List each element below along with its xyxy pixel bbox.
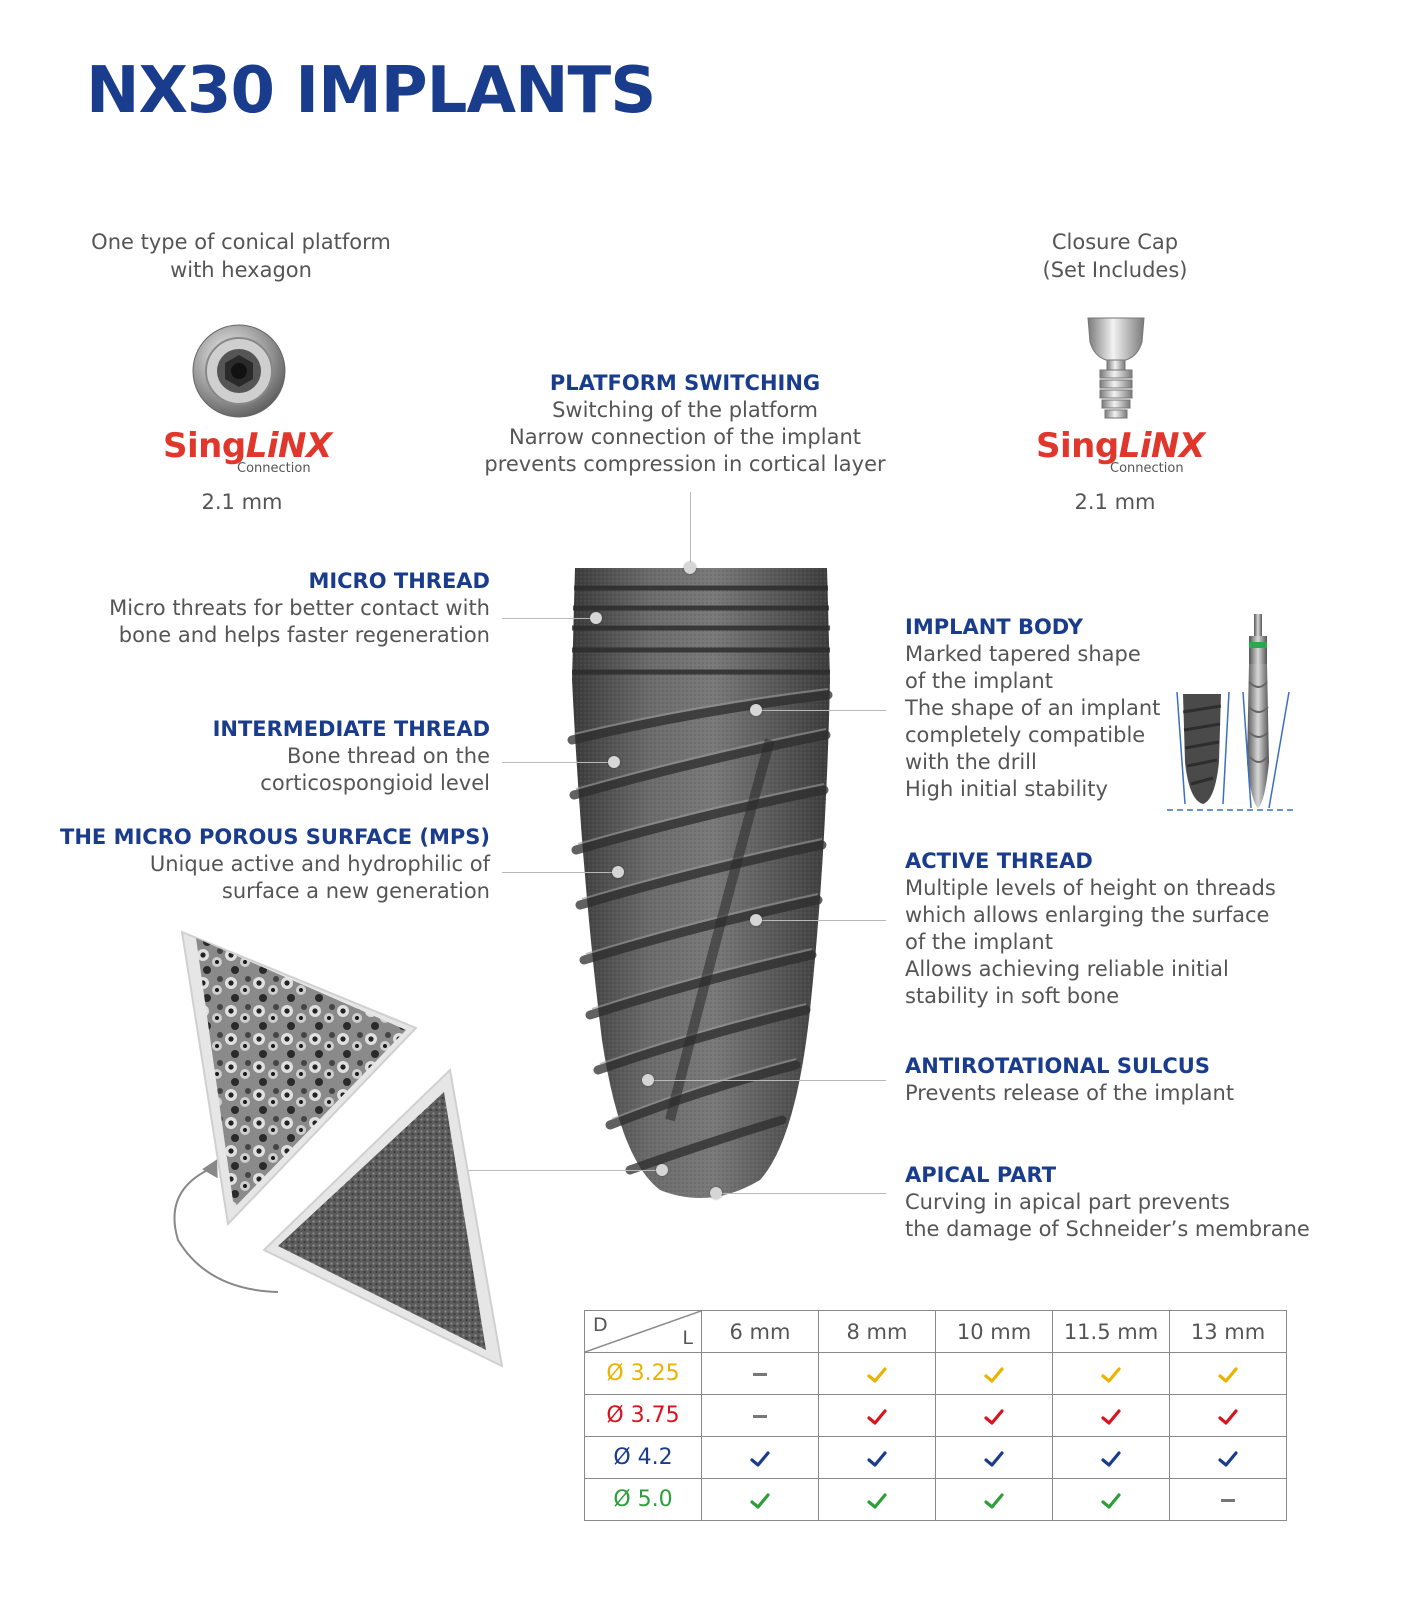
feature-mps: [40, 824, 490, 905]
feature-line: Allows achieving reliable initial: [905, 957, 1229, 981]
platform-size: 2.1 mm: [201, 490, 283, 514]
feature-line: prevents compression in cortical layer: [484, 452, 886, 476]
availability-cell: [819, 1395, 936, 1437]
platform-caption: [60, 228, 422, 284]
surface-zoom-image: [168, 920, 518, 1370]
table-corner-cell: [585, 1311, 702, 1353]
marker-dot: [684, 562, 696, 574]
dash-icon: [1221, 1499, 1235, 1502]
drill-implant-image: [1165, 612, 1295, 817]
singlinx-logo-left: SingLiNX: [163, 426, 332, 466]
check-icon: [984, 1449, 1004, 1469]
check-icon: [750, 1491, 770, 1511]
implant-image: [560, 560, 840, 1220]
feature-intermediate-thread: [40, 716, 490, 797]
availability-cell: [1170, 1395, 1287, 1437]
leader-implant-body: [756, 710, 886, 711]
table-header-row: [585, 1311, 1287, 1353]
feature-line: bone and helps faster regeneration: [118, 623, 490, 647]
table-row: [585, 1395, 1287, 1437]
feature-line: Multiple levels of height on threads: [905, 876, 1276, 900]
check-icon: [1218, 1449, 1238, 1469]
feature-micro-thread: [40, 568, 490, 649]
size-availability-table: [584, 1310, 1287, 1521]
feature-line: which allows enlarging the surface: [905, 903, 1270, 927]
leader-platform: [690, 492, 691, 568]
feature-line: of the implant: [905, 669, 1053, 693]
length-header: 6 mm: [702, 1311, 819, 1353]
closure-cap-caption: [980, 228, 1250, 284]
feature-line: Marked tapered shape: [905, 642, 1141, 666]
availability-cell: [702, 1479, 819, 1521]
singlinx-sub-right: Connection: [1110, 461, 1184, 476]
conical-platform-image: [190, 322, 288, 420]
diameter-cell: Ø 4.2: [585, 1437, 702, 1479]
check-icon: [867, 1491, 887, 1511]
availability-cell: [1170, 1479, 1287, 1521]
dash-icon: [753, 1415, 767, 1418]
leader-active-thread: [756, 920, 886, 921]
marker-dot: [750, 704, 762, 716]
feature-line: stability in soft bone: [905, 984, 1120, 1008]
availability-cell: [1053, 1479, 1170, 1521]
diameter-cell: Ø 5.0: [585, 1479, 702, 1521]
feature-line: Micro threats for better contact with: [109, 596, 490, 620]
feature-active-thread: [905, 848, 1375, 1010]
table-row: [585, 1353, 1287, 1395]
closure-cap-size: 2.1 mm: [1074, 490, 1156, 514]
corner-l-label: L: [682, 1327, 693, 1349]
check-icon: [867, 1449, 887, 1469]
feature-title: PLATFORM SWITCHING: [549, 371, 821, 395]
check-icon: [984, 1407, 1004, 1427]
singlinx-logo-right: SingLiNX: [1036, 426, 1205, 466]
table-row: [585, 1437, 1287, 1479]
availability-cell: [1053, 1395, 1170, 1437]
marker-dot: [750, 914, 762, 926]
check-icon: [867, 1365, 887, 1385]
feature-line: corticospongioid level: [260, 771, 490, 795]
marker-dot: [590, 612, 602, 624]
closure-cap-caption-line1: Closure Cap: [1051, 230, 1179, 254]
diameter-cell: Ø 3.25: [585, 1353, 702, 1395]
check-icon: [1101, 1491, 1121, 1511]
check-icon: [1101, 1365, 1121, 1385]
check-icon: [1218, 1365, 1238, 1385]
feature-title: APICAL PART: [905, 1163, 1057, 1187]
availability-cell: [936, 1395, 1053, 1437]
availability-cell: [1170, 1437, 1287, 1479]
availability-cell: [819, 1437, 936, 1479]
page-title: NX30 IMPLANTS: [86, 54, 656, 128]
check-icon: [867, 1407, 887, 1427]
leader-intermediate-thread: [502, 762, 614, 763]
diameter-cell: Ø 3.75: [585, 1395, 702, 1437]
feature-line: Narrow connection of the implant: [508, 425, 862, 449]
leader-micro-thread: [502, 618, 596, 619]
feature-antirotational-sulcus: [905, 1053, 1375, 1107]
availability-cell: [1053, 1353, 1170, 1395]
feature-line: surface a new generation: [221, 879, 490, 903]
availability-cell: [819, 1479, 936, 1521]
leader-antirotational: [648, 1080, 886, 1081]
feature-line: High initial stability: [905, 777, 1108, 801]
feature-title: INTERMEDIATE THREAD: [212, 717, 490, 741]
feature-line: Unique active and hydrophilic of: [149, 852, 490, 876]
feature-line: Prevents release of the implant: [905, 1081, 1235, 1105]
leader-mps: [502, 872, 618, 873]
feature-line: the damage of Schneider’s membrane: [905, 1217, 1310, 1241]
marker-dot: [612, 866, 624, 878]
feature-title: ACTIVE THREAD: [905, 849, 1093, 873]
check-icon: [1218, 1407, 1238, 1427]
availability-cell: [702, 1437, 819, 1479]
marker-dot: [656, 1164, 668, 1176]
availability-cell: [702, 1395, 819, 1437]
check-icon: [1101, 1449, 1121, 1469]
feature-line: Curving in apical part prevents: [905, 1190, 1230, 1214]
feature-title: THE MICRO POROUS SURFACE (MPS): [60, 825, 490, 849]
availability-cell: [936, 1437, 1053, 1479]
availability-cell: [936, 1479, 1053, 1521]
marker-dot: [710, 1187, 722, 1199]
feature-title: MICRO THREAD: [308, 569, 490, 593]
feature-title: ANTIROTATIONAL SULCUS: [905, 1054, 1210, 1078]
length-header: 13 mm: [1170, 1311, 1287, 1353]
check-icon: [984, 1365, 1004, 1385]
platform-caption-line2: with hexagon: [170, 258, 312, 282]
feature-line: of the implant: [905, 930, 1053, 954]
marker-dot: [608, 756, 620, 768]
feature-implant-body: [905, 614, 1185, 803]
check-icon: [1101, 1407, 1121, 1427]
length-header: 11.5 mm: [1053, 1311, 1170, 1353]
singlinx-sub-left: Connection: [237, 461, 311, 476]
availability-cell: [702, 1353, 819, 1395]
table-row: [585, 1479, 1287, 1521]
check-icon: [750, 1449, 770, 1469]
availability-cell: [1053, 1437, 1170, 1479]
closure-cap-caption-line2: (Set Includes): [1042, 258, 1188, 282]
leader-apical: [716, 1193, 886, 1194]
feature-platform-switching: [460, 370, 910, 478]
feature-line: completely compatible: [905, 723, 1146, 747]
feature-line: with the drill: [905, 750, 1037, 774]
availability-cell: [819, 1353, 936, 1395]
marker-dot: [642, 1074, 654, 1086]
feature-title: IMPLANT BODY: [905, 615, 1083, 639]
feature-line: The shape of an implant: [905, 696, 1161, 720]
availability-cell: [936, 1353, 1053, 1395]
length-header: 10 mm: [936, 1311, 1053, 1353]
dash-icon: [753, 1373, 767, 1376]
platform-caption-line1: One type of conical platform: [91, 230, 391, 254]
check-icon: [984, 1491, 1004, 1511]
corner-d-label: D: [593, 1314, 608, 1336]
availability-cell: [1170, 1353, 1287, 1395]
closure-cap-image: [1080, 312, 1152, 422]
feature-apical-part: [905, 1162, 1385, 1243]
feature-line: Switching of the platform: [552, 398, 818, 422]
feature-line: Bone thread on the: [287, 744, 490, 768]
length-header: 8 mm: [819, 1311, 936, 1353]
